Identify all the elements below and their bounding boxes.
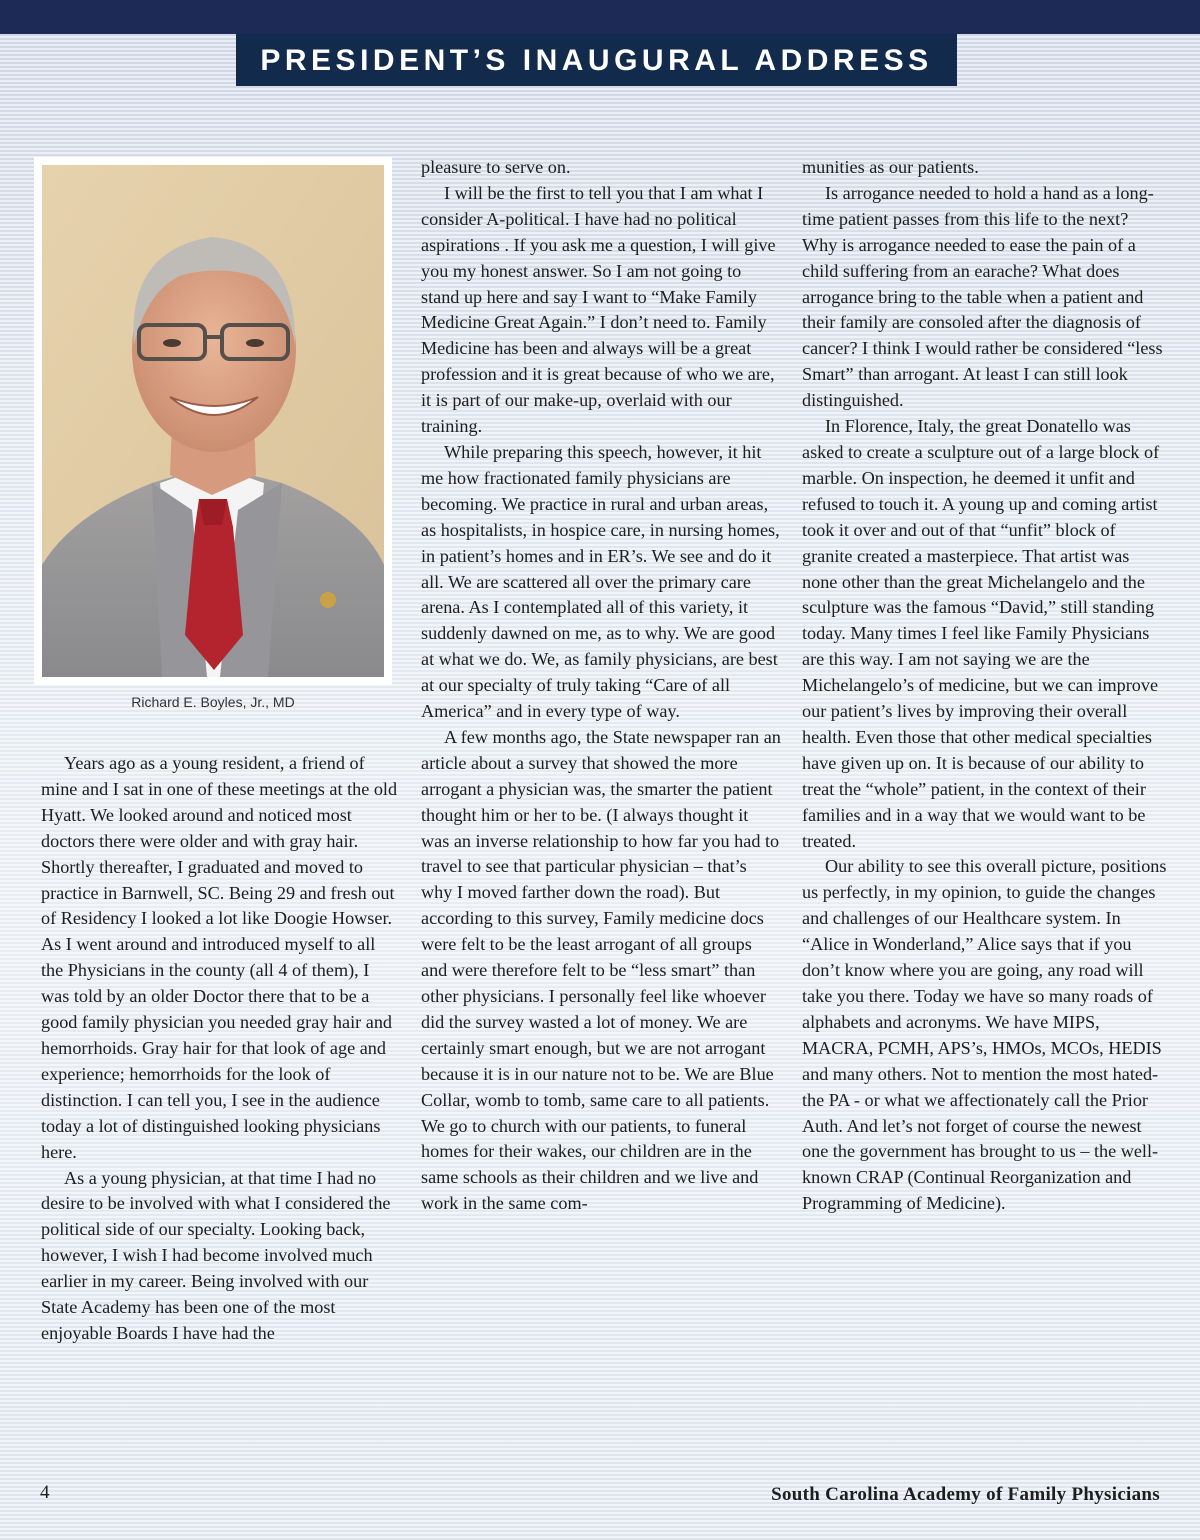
paragraph: munities as our patients. (802, 157, 979, 177)
photo-caption: Richard E. Boyles, Jr., MD (131, 694, 295, 710)
page-number: 4 (40, 1482, 50, 1503)
paragraph: Is arrogance needed to hold a hand as a long-time patient passes from this life to the next? Why is arrogance needed to ease the pain of a child suffering from an earache? What does arrogance bring to the table when a patient and their family are consoled after the diagnosis of cancer? I think I would rather be considered “less Smart” than arrogant. At least I can still look distinguished. (802, 182, 1163, 411)
paragraph: Our ability to see this overall picture, positions us perfectly, in my opinion, to guide the changes and challenges of our Healthcare system. In “Alice in Wonderland,” Alice says that if you don’t know where you are going, any road will take you there. Today we have so many roads of alphabets and acronyms. We have MIPS, MACRA, PCMH, APS’s, HMOs, MCOs, HEDIS and many others. Not to mention the most hated- the PA - or what we affectionately call the Prior Auth. And let’s not forget of course the newest one the government has brought to us – the well-known CRAP (Continual Reorganization and Programming of Medicine). (802, 856, 1167, 1214)
portrait-photo (34, 157, 392, 685)
article-column-1 (41, 751, 401, 1347)
publication-name: South Carolina Academy of Family Physicians (771, 1484, 1160, 1505)
paragraph: I will be the first to tell you that I am what I consider A-political. I have had no political aspirations . If you ask me a question, I will give you my honest answer. So I am not going to stand up here and say I want to “Make Family Medicine Great Again.” I don’t need to. Family Medicine has been and always will be a great profession and it is great because of who we are, it is part of our make-up, overlaid with our training. (421, 182, 776, 437)
paragraph: While preparing this speech, however, it hit me how fractionated family physicians are becoming. We practice in rural and urban areas, as hospitalists, in hospice care, in nursing homes, in patient’s homes and in ER’s. We see and do it all. We are scattered all over the primary care arena. As I contemplated all of this variety, it suddenly dawned on me, as to why. We are good at what we do. We, as family physicians, are best at our specialty of truly taking “Care of all America” and in every type of way. (421, 441, 780, 722)
paragraph: pleasure to serve on. (421, 157, 571, 177)
page-title: PRESIDENT’S INAUGURAL ADDRESS (236, 34, 957, 86)
paragraph: As a young physician, at that time I had no desire to be involved with what I considered the political side of our specialty. Looking back, however, I wish I had become involved much earlier in my career. Being involved with our State Academy has been one of the most enjoyable Boards I have had the (41, 1167, 391, 1343)
paragraph: A few months ago, the State newspaper ran an article about a survey that showed the more arrogant a physician was, the smarter the patient thought him or her to be. (I always thought it was an inverse relationship to how far you had to travel to see that particular physician – that’s why I moved farther down the road). But according to this survey, Family medicine docs were felt to be the least arrogant of all groups and were therefore felt to be “less smart” than other physicians. I personally feel like whoever did the survey wasted a lot of money. We are certainly smart enough, but we are not arrogant because it is in our nature not to be. We are Blue Collar, womb to tomb, same care to all patients. We go to church with our patients, to funeral homes for their wakes, our children are in the same schools as their children and we live and work in the same com- (421, 726, 781, 1214)
paragraph: In Florence, Italy, the great Donatello was asked to create a sculpture out of a large block of marble. On inspection, he deemed it unfit and refused to touch it. A young up and coming artist took it over and out of that “unfit” block of granite created a masterpiece. That artist was none other than the great Michelangelo and the sculpture was the famous “David,” still standing today. Many times I feel like Family Physicians are this way. I am not saying we are the Michelangelo’s of medicine, but we can improve our patient’s lives by improving their overall health. Even those that other medical specialties have given up on. It is because of our ability to treat the “whole” patient, in the context of their families and in a way that we would want to be treated. (802, 416, 1160, 851)
paragraph: Years ago as a young resident, a friend of mine and I sat in one of these meetings at the old Hyatt. We looked around and noticed most doctors there were older and with gray hair. Shortly thereafter, I graduated and moved to practice in Barnwell, SC. Being 29 and fresh out of Residency I looked a lot like Doogie Howser. As I went around and introduced myself to all the Physicians in the county (all 4 of them), I was told by an older Doctor there that to be a good family physician you needed gray hair and hemorrhoids. Gray hair for that look of age and experience; hemorrhoids for the look of distinction. I can tell you, I see in the audience today a lot of distinguished looking physicians here. (41, 753, 398, 1162)
article-column-2 (421, 155, 781, 1217)
article-column-3 (802, 155, 1167, 1217)
top-color-bar (0, 0, 1200, 34)
portrait-illustration (42, 165, 384, 677)
